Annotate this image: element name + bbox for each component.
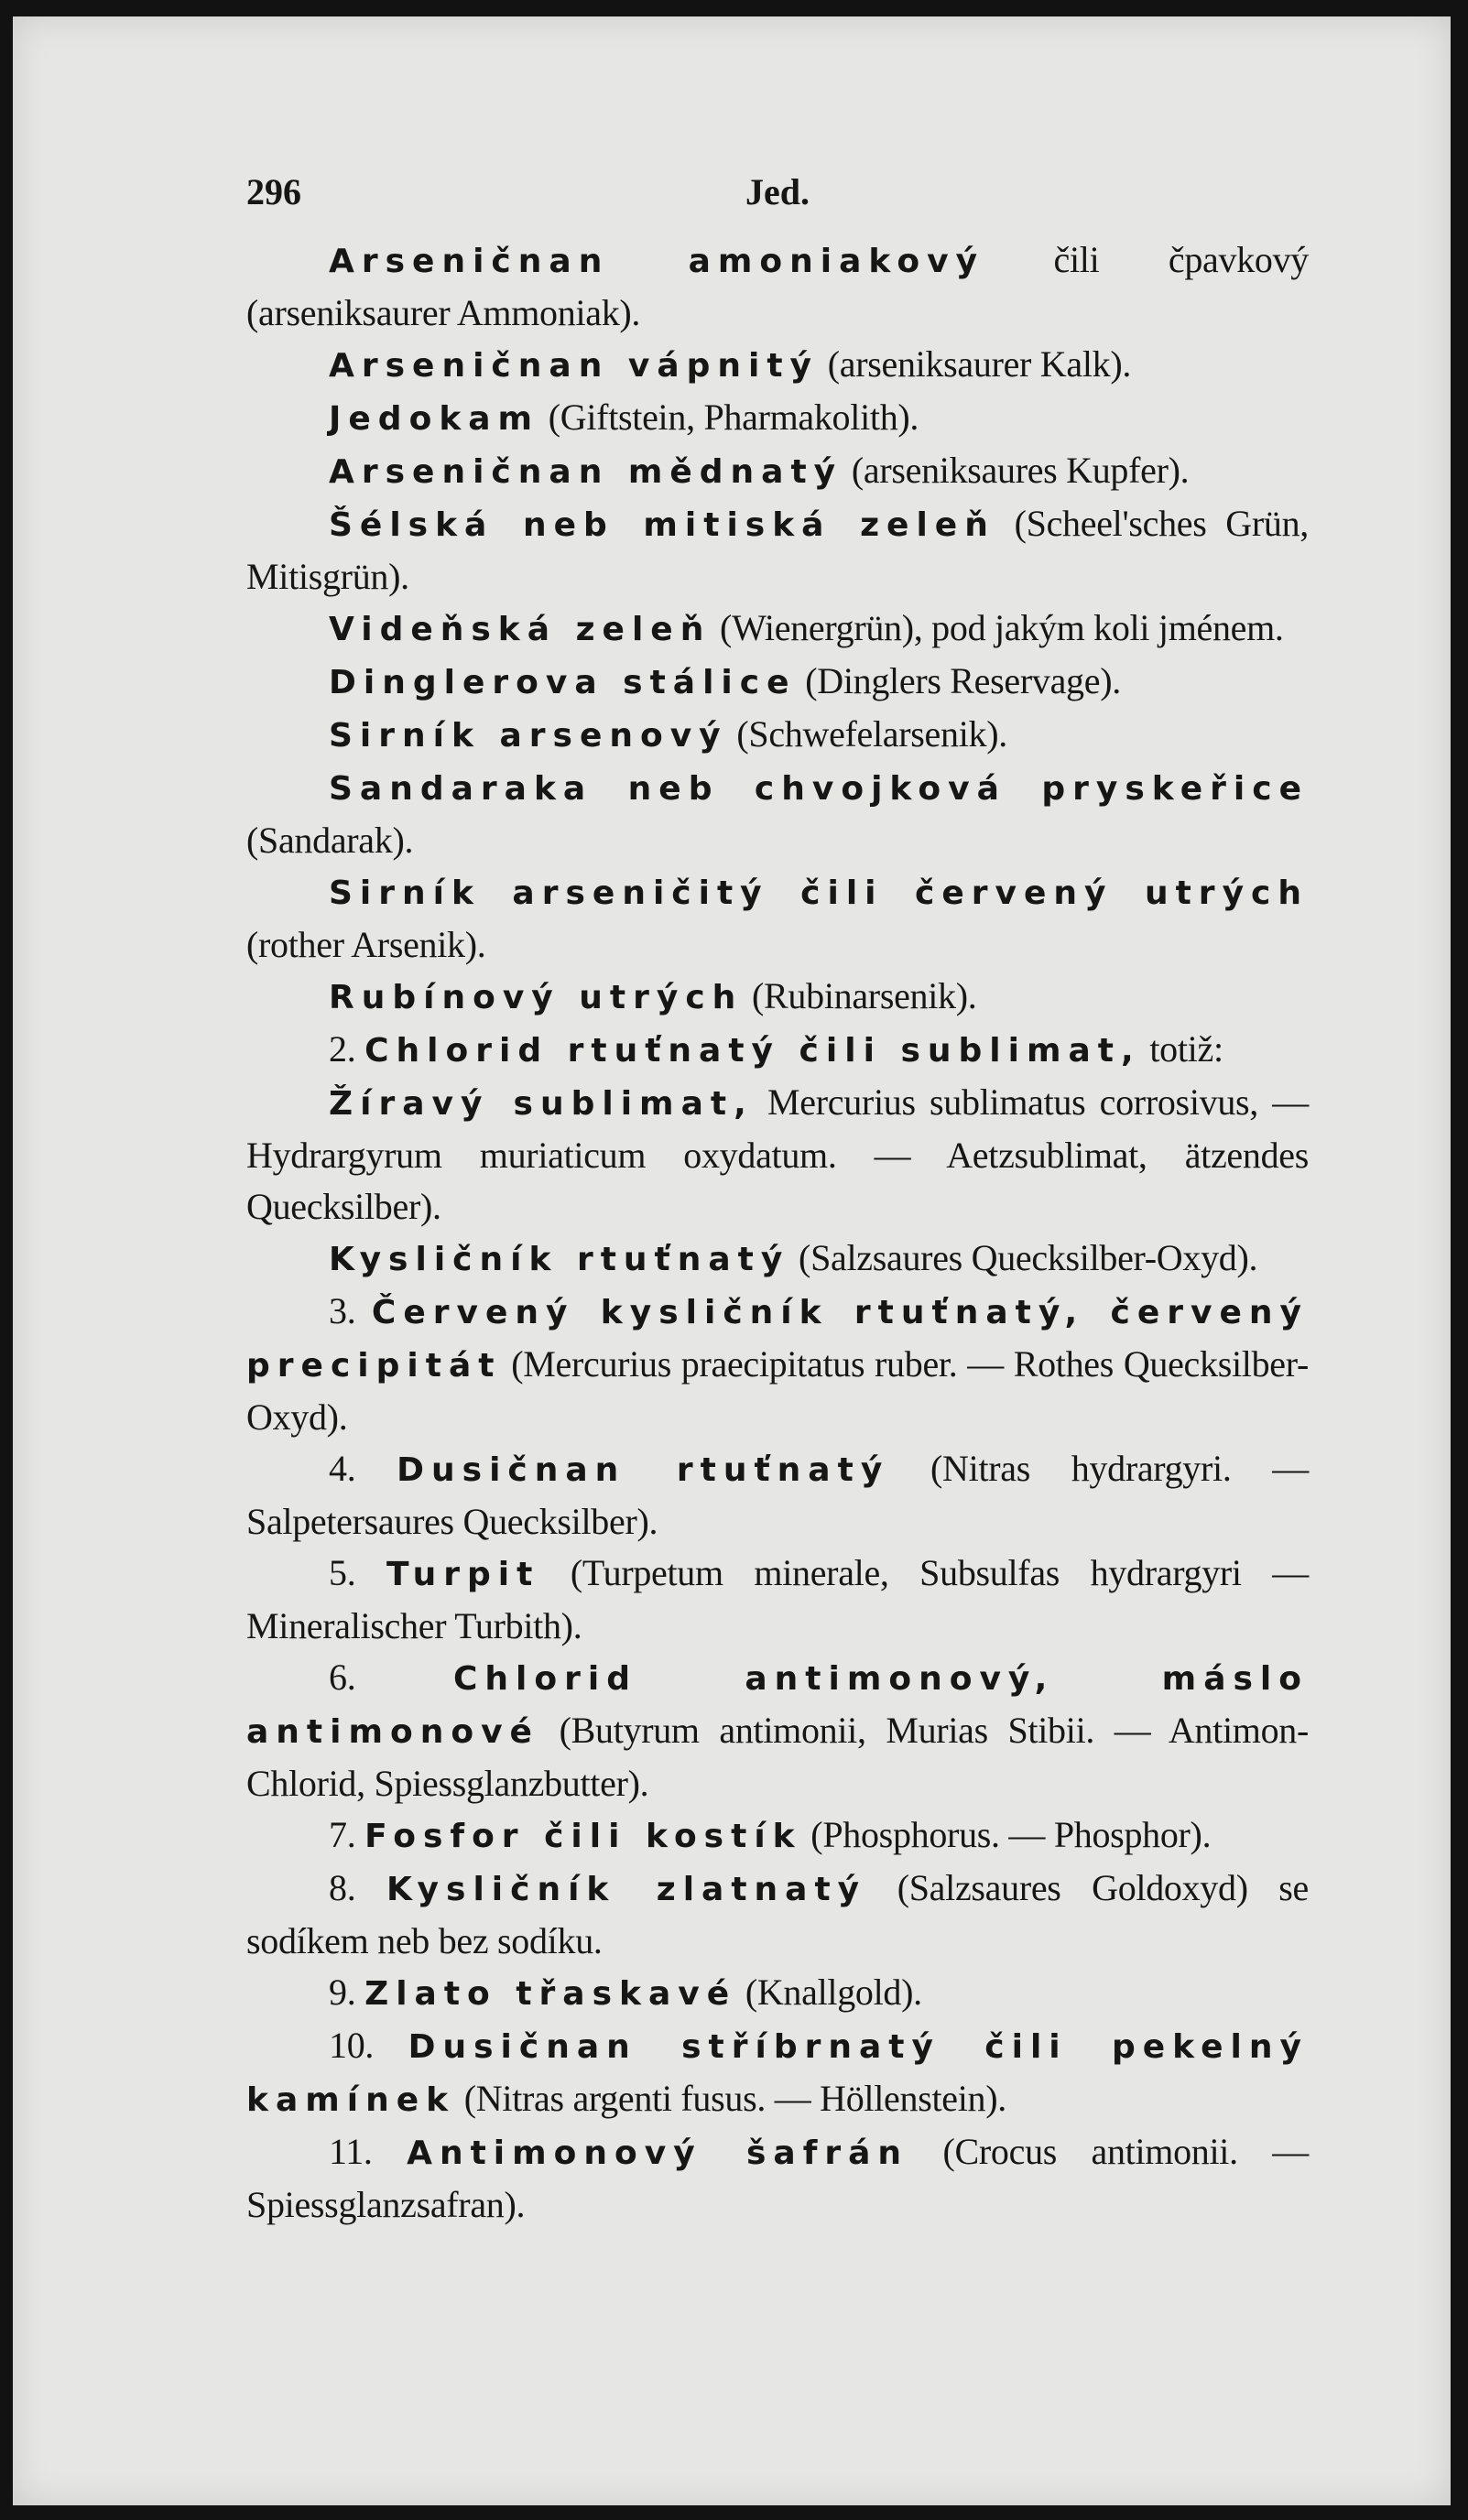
entry-description: Mercurius sublimatus corrosivus, — Hydrargyrum muriaticum oxydatum. — Aetzsublimat, ätzendes Quecksilber). xyxy=(246,1081,1309,1227)
entry-paragraph xyxy=(246,1443,1309,1548)
entry-paragraph xyxy=(246,2020,1309,2126)
entry-paragraph xyxy=(246,866,1309,971)
entry-paragraph xyxy=(246,2126,1309,2231)
entry-description: (Salzsaures Quecksilber-Oxyd). xyxy=(789,1237,1258,1278)
entry-description: (Rubinarsenik). xyxy=(743,975,977,1016)
entry-paragraph xyxy=(246,1809,1309,1863)
entry-paragraph xyxy=(246,498,1309,603)
entry-description: (Wienergrün), pod jakým koli jménem. xyxy=(711,607,1284,648)
entry-term: Kysličník rtuťnatý xyxy=(329,1241,790,1278)
entry-description: (arseniksaures Kupfer). xyxy=(843,450,1190,491)
entry-description: (Schwefelarsenik). xyxy=(727,713,1007,755)
entry-term: Turpit xyxy=(386,1556,540,1593)
entry-number: 10. xyxy=(329,2025,408,2066)
entry-term: Dusičnan stříbrnatý čili pekelný kamínek xyxy=(246,2028,1309,2119)
entry-paragraph xyxy=(246,1233,1309,1286)
entry-term: Červený kysličník rtuťnatý, červený precipitát xyxy=(246,1294,1309,1385)
entry-term: Videňská zeleň xyxy=(329,611,712,648)
entry-paragraph xyxy=(246,445,1309,498)
entry-paragraph xyxy=(246,971,1309,1024)
entry-term: Šélská neb mitiská zeleň xyxy=(329,506,995,544)
page-number: 296 xyxy=(246,171,301,212)
entry-paragraph xyxy=(246,1967,1309,2020)
entry-term: Žíravý sublimat, xyxy=(329,1085,754,1123)
entry-description: (Giftstein, Pharmakolith). xyxy=(539,396,919,438)
entry-description: (Mercurius praecipitatus ruber. — Rothes Quecksilber-Oxyd). xyxy=(246,1343,1309,1438)
entry-number: 3. xyxy=(329,1290,372,1331)
entry-number: 11. xyxy=(329,2131,408,2172)
entry-term: Kysličník zlatnatý xyxy=(386,1871,867,1908)
entry-number: 6. xyxy=(329,1656,453,1698)
entry-description: (Butyrum antimonii, Murias Stibii. — Antimon-Chlorid, Spiessglanzbutter). xyxy=(246,1710,1309,1804)
entry-description: (Dinglers Reservage). xyxy=(796,660,1121,701)
entry-description: (Knallgold). xyxy=(736,1971,922,2013)
entry-description: (Phosphorus. — Phosphor). xyxy=(801,1814,1212,1855)
entry-paragraph xyxy=(246,1548,1309,1652)
entry-paragraph xyxy=(246,1024,1309,1077)
entry-term: Arseničnan mědnatý xyxy=(329,453,843,491)
entry-number: 9. xyxy=(329,1971,365,2013)
entry-paragraph xyxy=(246,234,1309,339)
running-title: Jed. xyxy=(745,171,810,212)
entry-list xyxy=(246,234,1309,2231)
entry-term: Sandaraka neb chvojková pryskeřice xyxy=(329,770,1309,808)
entry-description: (Nitras hydrargyri. — Salpetersaures Quecksilber). xyxy=(246,1448,1309,1542)
entry-term: Dinglerova stálice xyxy=(329,664,797,701)
entry-paragraph xyxy=(246,1286,1309,1443)
entry-term: Fosfor čili kostík xyxy=(364,1818,802,1855)
entry-paragraph xyxy=(246,1077,1309,1233)
entry-term: Chlorid antimonový, máslo antimonové xyxy=(246,1660,1309,1751)
entry-term: Rubínový utrých xyxy=(329,979,744,1016)
entry-number: 2. xyxy=(329,1028,365,1070)
entry-paragraph xyxy=(246,603,1309,656)
entry-term: Zlato třaskavé xyxy=(364,1975,737,2013)
entry-paragraph xyxy=(246,392,1309,445)
page-header xyxy=(246,170,1309,234)
entry-description: (Sandarak). xyxy=(246,820,414,861)
entry-description: (Crocus antimonii. — Spiessglanzsafran). xyxy=(246,2131,1309,2225)
entry-term: Arseničnan amoniakový xyxy=(329,243,985,280)
text-block xyxy=(246,170,1309,2231)
entry-term: Dusičnan rtuťnatý xyxy=(397,1451,890,1489)
entry-paragraph xyxy=(246,709,1309,762)
entry-description: totiž: xyxy=(1140,1028,1223,1070)
entry-term: Chlorid rtuťnatý čili sublimat, xyxy=(364,1032,1141,1070)
entry-number: 7. xyxy=(329,1814,365,1855)
entry-term: Arseničnan vápnitý xyxy=(329,347,820,385)
entry-term: Antimonový šafrán xyxy=(407,2134,909,2172)
entry-description: (Salzsaures Goldoxyd) se sodíkem neb bez sodíku. xyxy=(246,1867,1309,1961)
entry-description: (Turpetum minerale, Subsulfas hydrargyri — Mineralischer Turbith). xyxy=(246,1552,1310,1646)
entry-description: (Scheel'sches Grün, Mitisgrün). xyxy=(246,503,1310,597)
entry-paragraph xyxy=(246,1863,1309,1967)
entry-number: 8. xyxy=(329,1867,386,1908)
entry-paragraph xyxy=(246,656,1309,709)
entry-paragraph xyxy=(246,339,1309,392)
entry-paragraph xyxy=(246,762,1309,866)
book-page xyxy=(13,16,1451,2505)
entry-term: Sirník arsenový xyxy=(329,717,728,755)
entry-paragraph xyxy=(246,1652,1309,1809)
entry-number: 4. xyxy=(329,1448,397,1489)
entry-term: Sirník arseničitý čili červený utrých xyxy=(329,874,1309,912)
entry-description: (rother Arsenik). xyxy=(246,924,486,965)
entry-description: čili čpavkový (arseniksaurer Ammoniak). xyxy=(246,239,1309,333)
entry-number: 5. xyxy=(329,1552,386,1593)
entry-term: Jedokam xyxy=(329,400,540,438)
entry-description: (Nitras argenti fusus. — Höllenstein). xyxy=(455,2078,1006,2119)
entry-description: (arseniksaurer Kalk). xyxy=(819,343,1132,385)
